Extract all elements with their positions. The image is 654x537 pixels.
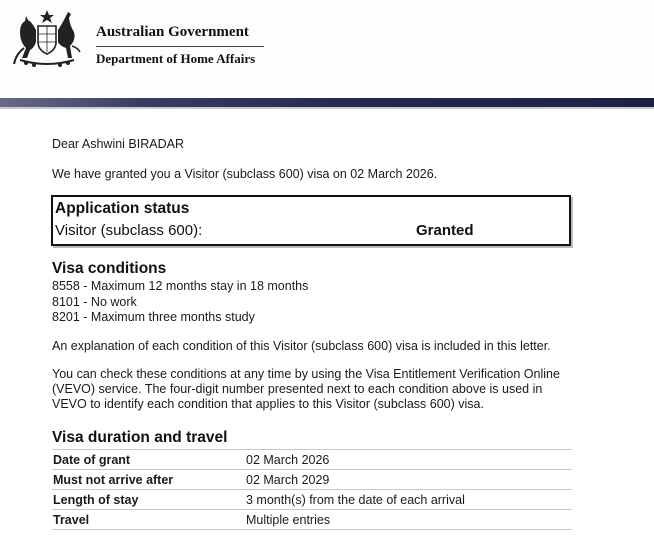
visa-duration-title: Visa duration and travel [52,429,228,446]
header-band [0,98,654,107]
table-row [52,490,572,510]
duration-label: Travel [52,510,244,530]
table-row [52,510,572,530]
visa-duration-table [52,450,572,530]
government-name: Australian Government [96,24,249,40]
visa-conditions-list [52,279,308,326]
duration-value: 3 month(s) from the date of each arrival [244,490,572,510]
application-status-title: Application status [55,200,190,217]
visa-conditions-title: Visa conditions [52,260,167,277]
condition-item: 8201 - Maximum three months study [52,310,255,324]
application-status-value: Granted [416,222,474,239]
conditions-explanation: An explanation of each condition of this Visitor (subclass 600) visa is included in this letter. [52,339,551,353]
duration-label: Date of grant [52,450,244,470]
duration-label: Must not arrive after [52,470,244,490]
duration-value: 02 March 2029 [244,470,572,490]
granted-statement: We have granted you a Visitor (subclass 600) visa on 02 March 2026. [52,167,438,181]
header-band-shadow [0,107,654,109]
department-name: Department of Home Affairs [96,51,256,66]
duration-value: 02 March 2026 [244,450,572,470]
table-row [52,450,572,470]
letterhead-divider [96,46,264,47]
letterhead [0,0,654,96]
application-status-box [51,195,571,246]
table-row [52,470,572,490]
greeting: Dear Ashwini BIRADAR [52,137,184,151]
condition-item: 8101 - No work [52,294,137,309]
duration-value: Multiple entries [244,510,572,530]
condition-item: 8558 - Maximum 12 months stay in 18 months [52,279,309,293]
vevo-note: You can check these conditions at any time by using the Visa Entitlement Verification Online (VEVO) service. The four-digit number presented next to each condition above is used in VEVO to identify each condition that applies to this Visitor (subclass 600) visa. [52,367,560,411]
application-status-visa: Visitor (subclass 600): [55,222,203,239]
coat-of-arms-icon [12,8,82,70]
duration-label: Length of stay [52,490,244,510]
